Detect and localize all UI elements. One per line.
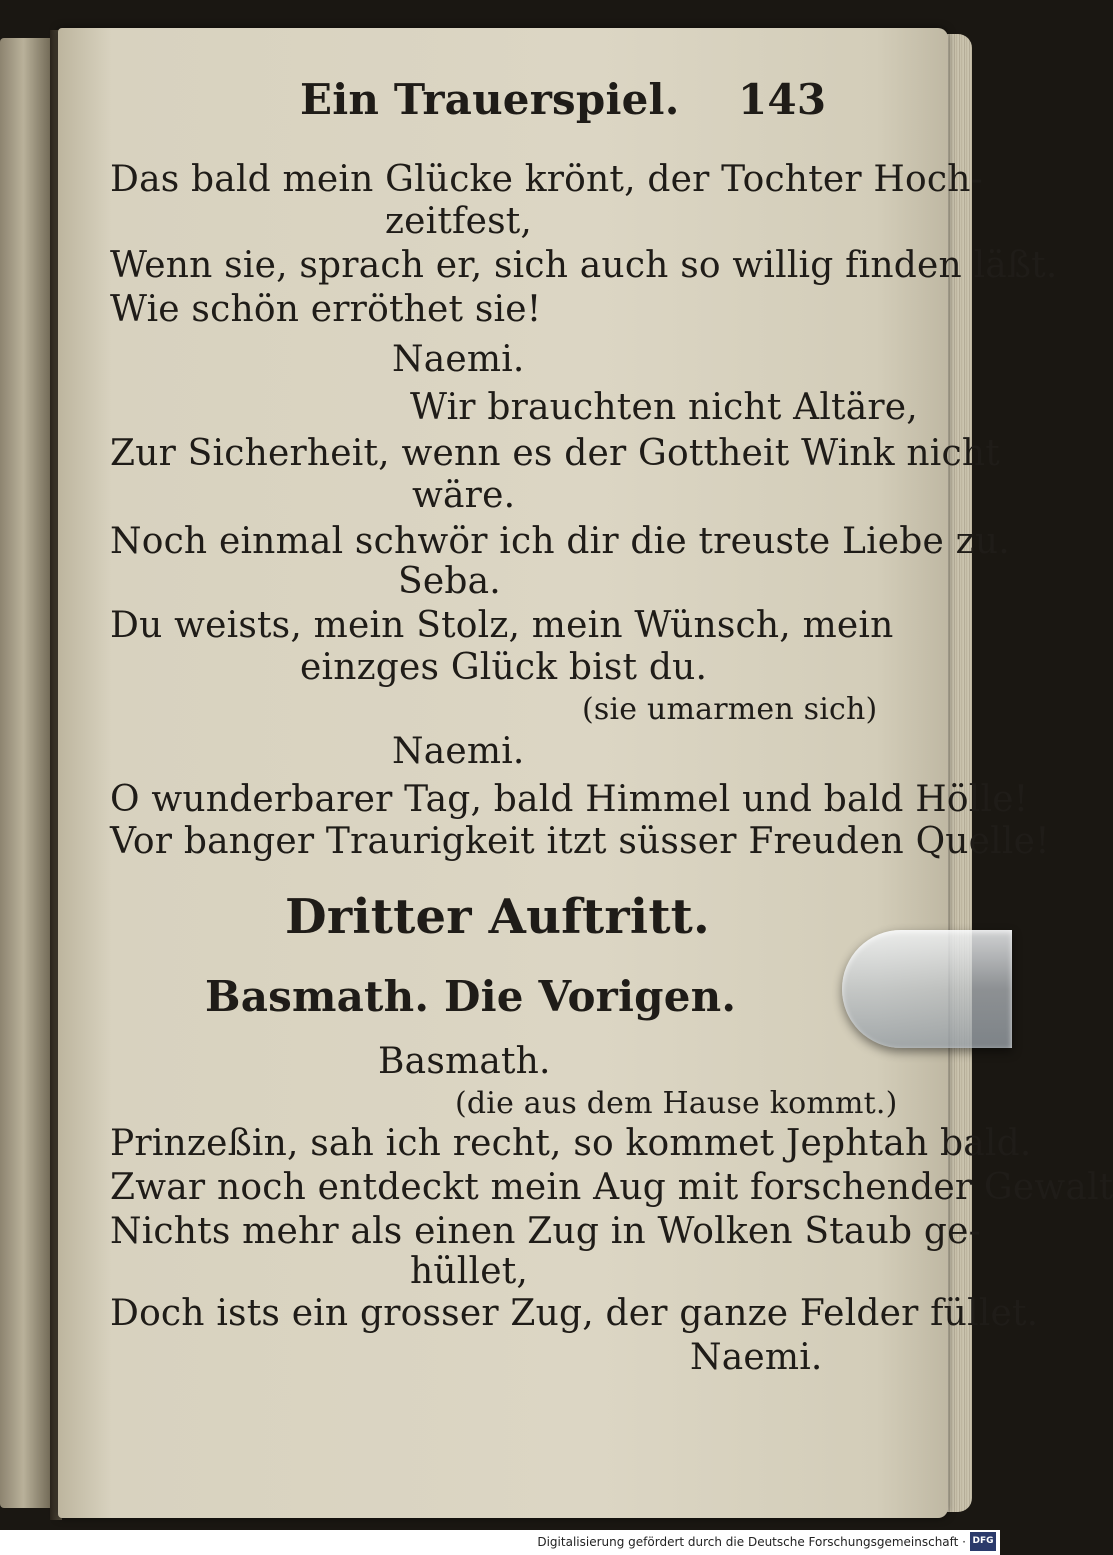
verse-line: einzges Glück bist du. (300, 647, 708, 688)
scene-heading: Dritter Auftritt. (285, 889, 710, 945)
verse-line: Zur Sicherheit, wenn es der Gottheit Wink nicht (110, 433, 1000, 474)
catchword: Naemi. (690, 1337, 823, 1378)
speaker-name: Naemi. (392, 731, 525, 772)
speaker-name: Basmath. (378, 1041, 551, 1082)
verse-line: O wunderbarer Tag, bald Himmel und bald Hölle! (110, 779, 1029, 820)
verse-line: Prinzeßin, sah ich recht, so kommet Jephtah bald. (110, 1123, 1032, 1164)
verse-line: Noch einmal schwör ich dir die treuste Liebe zu. (110, 521, 1010, 562)
footer-credit: Digitalisierung gefördert durch die Deutsche Forschungsgemeinschaft · (537, 1535, 966, 1549)
verse-line: Wir brauchten nicht Altäre, (410, 387, 918, 428)
verse-line: wäre. (412, 475, 516, 516)
running-title: Ein Trauerspiel. (300, 75, 680, 124)
verse-line: Zwar noch entdeckt mein Aug mit forschender Gewalt (110, 1167, 1113, 1208)
verse-line: Vor banger Traurigkeit itzt süsser Freuden Quelle! (110, 821, 1050, 862)
verse-line: Doch ists ein grosser Zug, der ganze Felder füllet. (110, 1293, 1039, 1334)
verse-line: zeitfest, (385, 201, 533, 242)
stage-direction: (sie umarmen sich) (582, 692, 878, 727)
stage-direction: (die aus dem Hause kommt.) (455, 1086, 898, 1121)
verse-line: Wenn sie, sprach er, sich auch so willig finden läßt. (110, 245, 1058, 286)
page-number: 143 (738, 75, 827, 124)
characters-line: Basmath. Die Vorigen. (205, 972, 737, 1021)
speaker-name: Naemi. (392, 339, 525, 380)
verse-line: Du weists, mein Stolz, mein Wünsch, mein (110, 605, 894, 646)
verse-line: hüllet, (410, 1251, 529, 1292)
footer-bar (0, 1530, 1000, 1555)
verse-line: Das bald mein Glücke krönt, der Tochter Hoch- (110, 159, 983, 200)
verse-line: Nichts mehr als einen Zug in Wolken Staub ge- (110, 1211, 981, 1252)
glass-page-weight (842, 930, 1012, 1048)
dfg-logo-icon: DFG (970, 1532, 996, 1551)
speaker-name: Seba. (398, 561, 501, 602)
verse-line: Wie schön erröthet sie! (110, 289, 542, 330)
